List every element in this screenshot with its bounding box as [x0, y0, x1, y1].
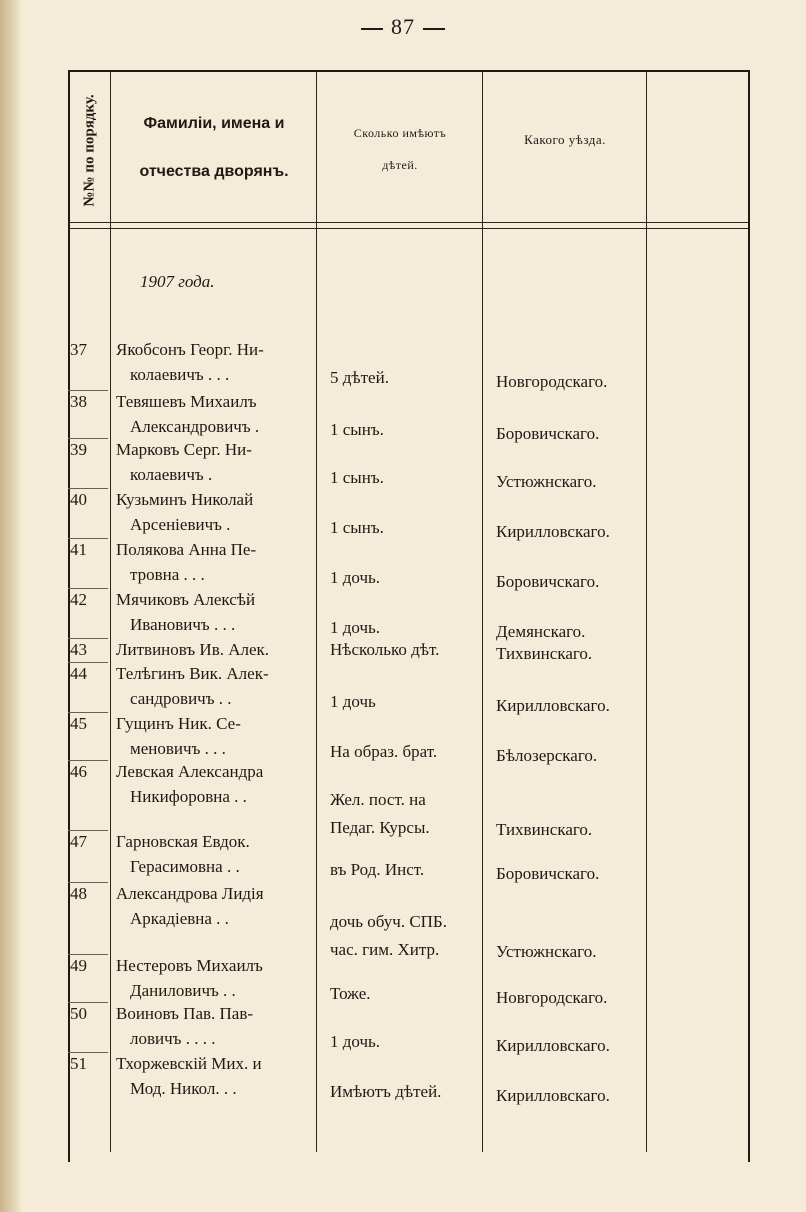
column-divider	[482, 72, 483, 1152]
noble-name-line1: Воиновъ Пав. Пав-	[116, 1004, 254, 1023]
header-number-column: №№ по порядку.	[81, 93, 98, 207]
district: Устюжнскаго.	[496, 472, 597, 491]
noble-name-line1: Полякова Анна Пе-	[116, 540, 257, 559]
row-number: 45	[70, 714, 87, 733]
noble-name-line2: Герасимовна . .	[130, 857, 240, 876]
row-separator	[68, 438, 108, 439]
row-number: 41	[70, 540, 87, 559]
header-rule	[70, 228, 748, 229]
row-separator	[68, 538, 108, 539]
noble-name-line2: Мод. Никол. . .	[130, 1079, 237, 1098]
district: Демянскаго.	[496, 622, 586, 641]
noble-name-line1: Нестеровъ Михаилъ	[116, 956, 263, 975]
noble-name-line2: колаевичъ .	[130, 465, 213, 484]
children-count: 1 дочь	[330, 692, 376, 711]
district: Бѣлозерскаго.	[496, 746, 598, 765]
children-count: въ Род. Инст.	[330, 860, 425, 879]
district: Кирилловскаго.	[496, 1036, 610, 1055]
row-separator	[68, 712, 108, 713]
noble-name-line1: Гущинъ Ник. Се-	[116, 714, 241, 733]
children-count: Педаг. Курсы.	[330, 818, 430, 837]
row-separator	[68, 662, 108, 663]
noble-name-line1: Мячиковъ Алексѣй	[116, 590, 256, 609]
district: Новгородскаго.	[496, 372, 608, 391]
row-separator	[68, 1052, 108, 1053]
row-separator	[68, 882, 108, 883]
noble-name-line2: Арсеніевичъ .	[130, 515, 231, 534]
noble-name-line2: ловичъ . . . .	[130, 1029, 216, 1048]
district: Новгородскаго.	[496, 988, 608, 1007]
row-separator	[68, 1002, 108, 1003]
children-count: 1 сынъ.	[330, 420, 384, 439]
children-count: дочь обуч. СПБ.	[330, 912, 447, 931]
row-separator	[68, 638, 108, 639]
row-separator	[68, 760, 108, 761]
noble-name-line2: Никифоровна . .	[130, 787, 247, 806]
noble-name-line2: Даниловичъ . .	[130, 981, 236, 1000]
row-separator	[68, 588, 108, 589]
children-count: 1 сынъ.	[330, 468, 384, 487]
year-label: 1907 года.	[140, 272, 215, 291]
children-count: Нѣсколько дѣт.	[330, 640, 440, 659]
noble-name-line1: Тхоржевскій Мих. и	[116, 1054, 262, 1073]
noble-name-line1: Гарновская Евдок.	[116, 832, 250, 851]
column-divider	[316, 72, 317, 1152]
row-number: 51	[70, 1054, 87, 1073]
children-count: 1 сынъ.	[330, 518, 384, 537]
children-count: 1 дочь.	[330, 1032, 381, 1051]
noble-name-line1: Якобсонъ Георг. Ни-	[116, 340, 264, 359]
district: Тихвинскаго.	[496, 644, 593, 663]
noble-name-line1: Александрова Лидія	[116, 884, 264, 903]
district: Боровичскаго.	[496, 572, 600, 591]
row-number: 39	[70, 440, 87, 459]
district: Тихвинскаго.	[496, 820, 593, 839]
noble-name-line1: Литвиновъ Ив. Алек.	[116, 640, 270, 659]
district: Боровичскаго.	[496, 424, 600, 443]
row-number: 43	[70, 640, 87, 659]
row-number: 49	[70, 956, 87, 975]
district: Кирилловскаго.	[496, 1086, 610, 1105]
noble-name-line2: Ивановичъ . . .	[130, 615, 236, 634]
row-separator	[68, 954, 108, 955]
district: Боровичскаго.	[496, 864, 600, 883]
row-number: 47	[70, 832, 87, 851]
column-divider	[110, 72, 111, 1152]
row-number: 40	[70, 490, 87, 509]
header-district-column: Какого уѣзда.	[524, 132, 606, 147]
row-separator	[68, 488, 108, 489]
row-number: 37	[70, 340, 87, 359]
children-count: 1 дочь.	[330, 618, 381, 637]
header-names-column: Фамиліи, имена и отчества дворянъ.	[139, 115, 289, 180]
children-count: Жел. пост. на	[330, 790, 426, 809]
noble-name-line2: меновичъ . . .	[130, 739, 226, 758]
column-divider	[646, 72, 647, 1152]
children-count: 1 дочь.	[330, 568, 381, 587]
district: Кирилловскаго.	[496, 522, 610, 541]
row-number: 46	[70, 762, 87, 781]
children-count: Имѣютъ дѣтей.	[330, 1082, 442, 1101]
district: Кирилловскаго.	[496, 696, 610, 715]
noble-name-line1: Марковъ Серг. Ни-	[116, 440, 252, 459]
children-count: час. гим. Хитр.	[330, 940, 440, 959]
noble-name-line2: Аркадіевна . .	[130, 909, 229, 928]
noble-name-line2: колаевичъ . . .	[130, 365, 230, 384]
row-number: 42	[70, 590, 87, 609]
row-separator	[68, 830, 108, 831]
header-children-column: Сколько имѣютъ дѣтей.	[353, 126, 447, 172]
row-number: 50	[70, 1004, 87, 1023]
row-separator	[68, 390, 108, 391]
noble-name-line2: сандровичъ . .	[130, 689, 232, 708]
children-count: На образ. брат.	[330, 742, 438, 761]
page-number: 87	[0, 14, 806, 40]
book-spine-shadow	[0, 0, 22, 1212]
row-number: 48	[70, 884, 87, 903]
noble-name-line1: Кузьминъ Николай	[116, 490, 254, 509]
children-count: Тоже.	[330, 984, 371, 1003]
district: Устюжнскаго.	[496, 942, 597, 961]
row-number: 44	[70, 664, 87, 683]
row-number: 38	[70, 392, 87, 411]
noble-name-line1: Левская Александра	[116, 762, 264, 781]
header-rule	[70, 222, 748, 223]
noble-name-line1: Тевяшевъ Михаилъ	[116, 392, 257, 411]
children-count: 5 дѣтей.	[330, 368, 389, 387]
noble-name-line2: Александровичъ .	[130, 417, 260, 436]
noble-name-line2: тровна . . .	[130, 565, 205, 584]
noble-name-line1: Телѣгинъ Вик. Алек-	[116, 664, 269, 683]
